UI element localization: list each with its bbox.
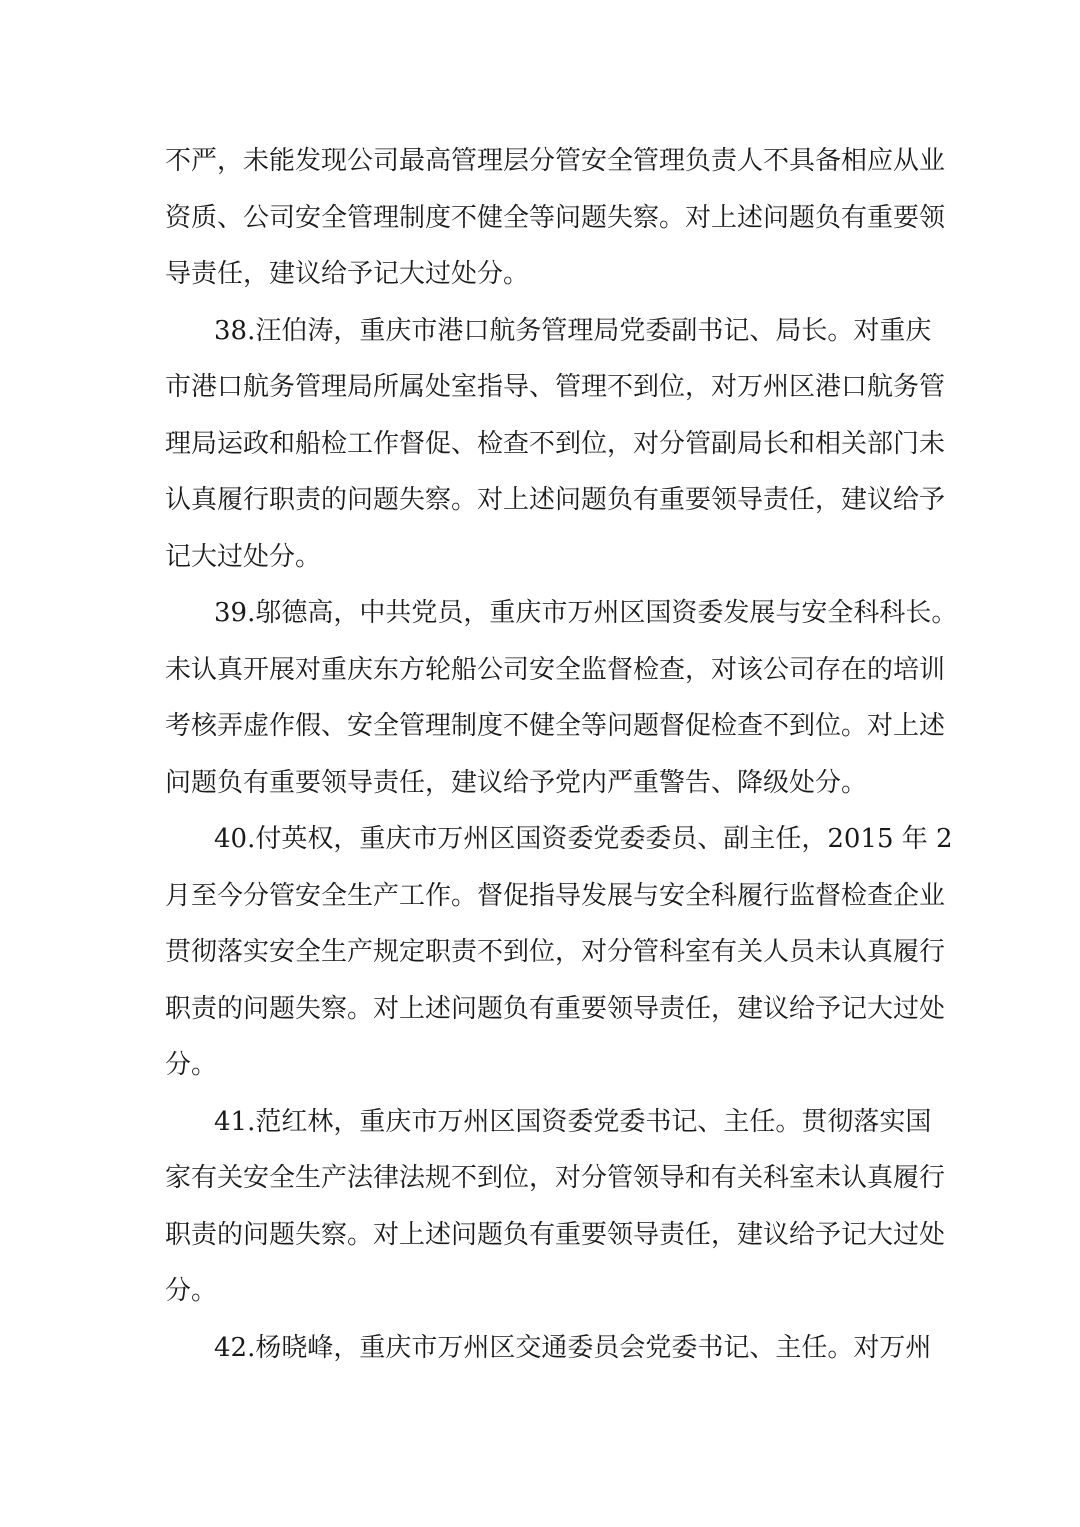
text-line: 考核弄虚作假、安全管理制度不健全等问题督促检查不到位。对上述 [165,711,946,741]
text-line: 理局运政和船检工作督促、检查不到位，对分管副局长和相关部门未 [165,429,946,459]
text-line: 不严，未能发现公司最高管理层分管安全管理负责人不具备相应从业 [165,146,946,176]
text-line: 未认真开展对重庆东方轮船公司安全监督检查，对该公司存在的培训 [165,655,946,685]
text-line: 职责的问题失察。对上述问题负有重要领导责任，建议给予记大过处 [165,1220,946,1250]
text-line: 问题负有重要领导责任，建议给予党内严重警告、降级处分。 [165,768,868,798]
text-line: 导责任，建议给予记大过处分。 [165,259,530,289]
text-line: 市港口航务管理局所属处室指导、管理不到位，对万州区港口航务管 [165,372,946,402]
text-line: 月至今分管安全生产工作。督促指导发展与安全科履行监督检查企业 [165,881,946,911]
text-line: 分。 [165,1050,218,1080]
text-line: 资质、公司安全管理制度不健全等问题失察。对上述问题负有重要领 [165,203,946,233]
text-line: 41.范红林，重庆市万州区国资委党委书记、主任。贯彻落实国 [214,1107,932,1137]
text-line: 贯彻落实安全生产规定职责不到位，对分管科室有关人员未认真履行 [165,937,946,967]
text-line: 40.付英权，重庆市万州区国资委党委委员、副主任，2015 年 2 [214,824,953,854]
text-line: 38.汪伯涛，重庆市港口航务管理局党委副书记、局长。对重庆 [214,316,932,346]
text-line: 39.邬德高，中共党员，重庆市万州区国资委发展与安全科科长。 [214,598,958,628]
text-line: 记大过处分。 [165,542,322,572]
text-line: 家有关安全生产法律法规不到位，对分管领导和有关科室未认真履行 [165,1163,946,1193]
text-line: 职责的问题失察。对上述问题负有重要领导责任，建议给予记大过处 [165,994,946,1024]
text-line: 分。 [165,1276,218,1306]
text-line: 认真履行职责的问题失察。对上述问题负有重要领导责任，建议给予 [165,485,946,515]
text-line: 42.杨晓峰，重庆市万州区交通委员会党委书记、主任。对万州 [214,1333,932,1363]
